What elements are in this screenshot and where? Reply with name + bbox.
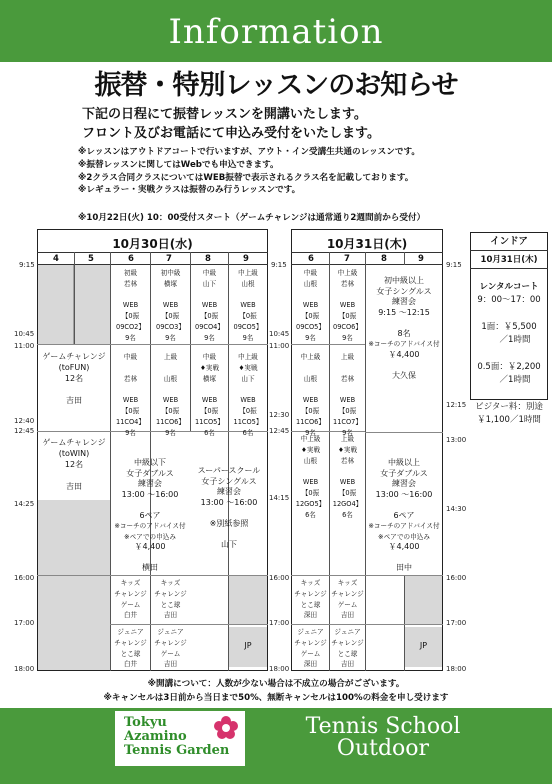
time-label: 9:15 <box>271 261 287 269</box>
text-line: WEB <box>302 301 319 310</box>
divider <box>291 264 443 265</box>
lesson-slot <box>111 352 150 438</box>
text-line: 【0振09CO5】 <box>296 312 325 331</box>
text-line <box>191 384 228 395</box>
text-line: 6名 <box>242 428 254 437</box>
text-line: 9名 <box>165 333 176 342</box>
text-line: キッズ <box>337 579 358 587</box>
day2-title: 10月31日(木) <box>326 237 408 251</box>
text-line: 山根 <box>303 279 318 288</box>
lesson-slot <box>191 268 228 344</box>
text-line: WEB <box>302 478 319 487</box>
time-label: 9:15 <box>19 261 35 269</box>
game-challenge-towin <box>38 437 110 492</box>
special-lesson-doubles <box>111 458 189 574</box>
price-half: 0.5面：￥2,200 <box>477 362 541 372</box>
time-label: 14:25 <box>14 500 35 508</box>
text-line: チャレンジ <box>154 638 187 647</box>
unavailable-slot <box>75 265 110 344</box>
text-line <box>292 363 329 374</box>
text-line: ￥4,400 <box>134 542 166 551</box>
special-lesson-singles <box>366 276 442 381</box>
text-line: 山下 <box>202 279 217 288</box>
text-line <box>292 384 329 395</box>
text-line: 9名 <box>342 333 353 342</box>
lesson-slot <box>292 268 329 344</box>
time-label: 12:45 <box>14 427 35 435</box>
text-line: ※別紙参照 <box>209 518 249 528</box>
text-line: 9名 <box>342 428 353 437</box>
text-line: WEB <box>122 301 139 310</box>
school-type: Outdoor <box>336 736 430 761</box>
text-line: チャレンジ <box>154 589 187 598</box>
text-line: 13:00 〜16:00 <box>121 489 179 499</box>
text-line: 大久保 <box>392 370 416 380</box>
rental-hours: 9：00〜17：00 <box>477 295 541 305</box>
text-line: 9名 <box>125 333 136 342</box>
text-line: 山根 <box>241 279 255 288</box>
time-label: 16:00 <box>269 574 290 582</box>
text-line: とこ球 <box>337 649 358 658</box>
text-line: 横塚 <box>163 279 178 288</box>
note: ※レッスンはアウトドアコートで行いますが、アウト・イン受講生共通のレッスンです。 <box>78 147 420 157</box>
text-line <box>330 384 365 395</box>
text-line: (toFUN) <box>58 363 90 372</box>
text-line: 吉田 <box>66 396 82 405</box>
text-line: スーパースクール <box>197 466 261 475</box>
time-label: 11:00 <box>14 342 35 350</box>
text-line: 山根 <box>303 374 318 383</box>
lesson-slot <box>111 268 150 344</box>
text-line: WEB <box>302 396 319 405</box>
time-label: 16:00 <box>446 574 467 582</box>
text-line <box>111 553 189 564</box>
text-line: ジュニア <box>117 628 144 636</box>
text-line <box>111 363 150 374</box>
text-line: 6名 <box>342 510 353 519</box>
text-line: 若林 <box>340 279 355 288</box>
text-line: ♦実戦 <box>238 363 258 372</box>
text-line <box>111 290 150 301</box>
text-line: 13:00 〜16:00 <box>375 489 433 499</box>
text-line: 若林 <box>340 456 355 465</box>
text-line: 6名 <box>204 428 215 437</box>
time-label: 14:15 <box>269 494 290 502</box>
text-line: ￥4,400 <box>388 349 420 359</box>
divider <box>37 575 268 576</box>
text-line: とこ球 <box>300 600 321 609</box>
text-line: 吉田 <box>163 660 178 669</box>
text-line: WEB <box>162 301 179 310</box>
headline: 振替・特別レッスンのお知らせ <box>94 70 458 101</box>
lesson-slot <box>330 352 365 438</box>
intro-line-2: フロント及びお電話にて申込み受付をいたします。 <box>82 126 380 141</box>
text-line: WEB <box>240 301 256 310</box>
text-line: WEB <box>122 396 139 405</box>
text-line: 練習会 <box>392 297 416 306</box>
text-line: 6ペア <box>393 510 415 520</box>
special-lesson-singles <box>191 466 267 550</box>
text-line: 【0振09CO6】 <box>333 312 362 331</box>
divider <box>110 624 268 625</box>
lesson-slot <box>330 434 365 520</box>
time-label: 17:00 <box>446 619 467 627</box>
col-header: 8 <box>205 254 211 264</box>
note: ※レギュラー・実戦クラスは振替のみ行うレッスンです。 <box>78 185 301 196</box>
time-label: 12:40 <box>14 417 35 425</box>
text-line: 9名 <box>305 428 316 437</box>
text-line: 上級 <box>340 353 355 361</box>
kids-class <box>151 578 190 621</box>
time-label: 9:15 <box>446 261 462 269</box>
text-line: 【0振11CO4】 <box>116 406 145 426</box>
text-line: チャレンジ <box>114 638 147 647</box>
divider <box>470 250 548 251</box>
junior-class <box>151 627 190 670</box>
col-header: 7 <box>166 254 172 264</box>
unavailable-slot <box>38 576 110 670</box>
text-line <box>330 466 365 477</box>
text-line: キッズ <box>160 579 181 587</box>
text-line: WEB <box>201 396 218 405</box>
time-label: 18:00 <box>446 665 467 673</box>
text-line <box>366 318 442 329</box>
col-header: 9 <box>243 254 249 264</box>
text-line: 9名 <box>242 333 254 342</box>
text-line <box>366 360 442 371</box>
text-line: 9:15 〜12:15 <box>378 307 430 317</box>
lesson-slot <box>191 352 228 438</box>
text-line: 【0振11CO6】 <box>156 406 185 426</box>
text-line: 12名 <box>64 374 84 383</box>
text-line <box>330 363 365 374</box>
unavailable-slot <box>229 576 267 624</box>
text-line: 【0振11CO5】 <box>233 406 263 426</box>
text-line: 6名 <box>305 510 316 519</box>
text-line: ジュニア <box>157 628 184 636</box>
text-line: (toWIN) <box>58 449 90 458</box>
text-line: チャレンジ <box>331 638 364 647</box>
text-line: 中級以上 <box>388 458 420 467</box>
text-line: 深田 <box>303 660 318 669</box>
text-line: 吉田 <box>66 482 82 491</box>
text-line: 中級以下 <box>134 458 166 467</box>
visitor-fee: ビジター料：別途 <box>475 402 543 412</box>
text-line: 上級 <box>163 353 178 361</box>
unavailable-slot <box>405 576 442 624</box>
text-line: 吉田 <box>340 611 355 620</box>
text-line: 【0振11CO7】 <box>333 406 362 426</box>
text-line: 横塚 <box>202 374 217 383</box>
price-half-unit: ／1時間 <box>499 375 531 385</box>
text-line: 9名 <box>125 428 136 437</box>
text-line: 上級 <box>340 435 355 443</box>
text-line: WEB <box>240 396 256 405</box>
logo-line: Tokyu <box>124 715 167 730</box>
logo <box>115 711 245 766</box>
text-line: 【0振09CO3】 <box>156 312 185 331</box>
junior-class <box>330 627 365 670</box>
text-line: 【0振11CO6】 <box>296 406 325 426</box>
lesson-slot <box>151 268 190 344</box>
kids-class <box>111 578 150 621</box>
text-line: 横田 <box>142 563 158 572</box>
text-line: 6ペア <box>139 510 161 520</box>
text-line: ※コーチのアドバイス付 <box>368 340 440 348</box>
text-line: ジュニア <box>334 628 361 636</box>
text-line: ※コーチのアドバイス付 <box>368 522 440 530</box>
text-line: チャレンジ <box>331 589 364 598</box>
text-line: ♦実戦 <box>337 445 358 454</box>
time-label: 18:00 <box>269 665 290 673</box>
logo-line: Azamino <box>124 729 187 744</box>
kids-class <box>330 578 365 621</box>
text-line: 白井 <box>123 611 138 620</box>
text-line: 8名 <box>397 328 411 338</box>
indoor-date: 10月31日(木) <box>480 255 538 265</box>
intro-line-1: 下記の日程にて振替レッスンを開講いたします。 <box>82 107 367 122</box>
time-label: 13:00 <box>446 436 467 444</box>
text-line <box>229 290 267 301</box>
text-line: ジュニア <box>297 628 324 636</box>
reception-notice: ※10月22日(火) 10：00受付スタート（ゲームチャレンジは通常通り2週間前から受付） <box>78 213 426 223</box>
lesson-slot <box>330 268 365 344</box>
text-line: 13:00 〜16:00 <box>200 497 258 507</box>
unavailable-slot <box>38 500 110 575</box>
text-line: 吉田 <box>163 611 178 620</box>
text-line: ゲーム <box>300 649 321 658</box>
text-line: とこ球 <box>160 600 181 609</box>
text-line <box>191 508 267 519</box>
text-line: 9名 <box>165 428 176 437</box>
time-label: 18:00 <box>14 665 35 673</box>
text-line: とこ球 <box>120 649 141 658</box>
junior-class <box>292 627 329 670</box>
text-line: 【0振09CO4】 <box>195 312 224 331</box>
text-line <box>191 529 267 540</box>
text-line <box>229 384 267 395</box>
text-line: ♦実戦 <box>300 445 321 454</box>
kids-class <box>292 578 329 621</box>
text-line: WEB <box>339 396 356 405</box>
text-line: 練習会 <box>217 487 241 496</box>
text-line: チャレンジ <box>294 589 327 598</box>
price-full-unit: ／1時間 <box>499 335 531 345</box>
time-label: 16:00 <box>14 574 35 582</box>
text-line <box>38 470 110 481</box>
text-line: 中上級 <box>300 435 321 443</box>
divider <box>37 344 268 345</box>
text-line: 女子ダブルス <box>126 468 174 478</box>
text-line: 女子シングルス <box>376 286 432 296</box>
logo-line: Tennis Garden <box>124 743 230 758</box>
text-line: キッズ <box>120 579 141 587</box>
lesson-slot <box>151 352 190 438</box>
visitor-fee-amount: ￥1,100／1時間 <box>477 415 541 425</box>
text-line: ゲームチャレンジ <box>42 438 106 447</box>
text-line: 若林 <box>340 374 355 383</box>
text-line: 練習会 <box>392 479 416 488</box>
col-header: 6 <box>128 254 134 264</box>
text-line: ※コーチのアドバイス付 <box>114 522 186 530</box>
text-line: 初中級 <box>160 269 181 277</box>
text-line: 【0振09CO2】 <box>116 312 145 331</box>
notes <box>78 146 420 197</box>
divider <box>291 252 443 253</box>
text-line: WEB <box>201 301 218 310</box>
text-line: 中上級 <box>238 353 258 361</box>
lesson-slot <box>229 352 267 438</box>
time-label: 14:30 <box>446 505 467 513</box>
time-label: 11:00 <box>269 342 290 350</box>
text-line: 若林 <box>123 279 138 288</box>
text-line: 田中 <box>396 563 412 572</box>
header-bar <box>0 0 552 62</box>
price-full: 1面：￥5,500 <box>481 322 537 332</box>
text-line: WEB <box>162 396 179 405</box>
text-line <box>111 500 189 511</box>
text-line: 中級 <box>123 353 138 361</box>
text-line: WEB <box>339 478 356 487</box>
footer-note-1: ※開講について：人数が少ない場合は不成立の場合がございます。 <box>147 679 405 689</box>
text-line: 初中級以上 <box>384 276 424 285</box>
text-line: 吉田 <box>340 660 355 669</box>
text-line <box>292 290 329 301</box>
text-line: チャレンジ <box>294 638 327 647</box>
lesson-slot <box>292 352 329 438</box>
time-label: 17:00 <box>14 619 35 627</box>
text-line: 山根 <box>303 456 318 465</box>
text-line: ♦実戦 <box>199 363 220 372</box>
text-line: チャレンジ <box>114 589 147 598</box>
text-line: 中級 <box>202 353 217 361</box>
text-line: 女子ダブルス <box>380 468 428 478</box>
note: ※振替レッスンに関してはWebでも申込できます。 <box>78 159 279 170</box>
text-line: 山下 <box>221 539 237 549</box>
text-line: キッズ <box>300 579 321 587</box>
divider <box>291 575 443 576</box>
junior-class <box>111 627 150 670</box>
text-line <box>366 553 442 564</box>
divider <box>37 252 268 253</box>
indoor-title: インドア <box>490 236 528 247</box>
text-line: ゲーム <box>337 600 358 609</box>
text-line <box>151 363 190 374</box>
rental-court: レンタルコート <box>479 282 539 292</box>
text-line: 【0振11CO5】 <box>195 406 224 426</box>
text-line <box>38 384 110 395</box>
text-line: 【0振12GO4】 <box>332 488 363 508</box>
text-line: 女子シングルス <box>201 476 257 486</box>
diagonal-mark <box>38 265 74 344</box>
jp-class: JP <box>405 627 442 667</box>
col-header: 5 <box>88 254 94 264</box>
text-line: WEB <box>339 301 356 310</box>
text-line: 中上級 <box>300 353 321 361</box>
text-line <box>366 500 442 511</box>
text-line <box>151 384 190 395</box>
text-line: 深田 <box>303 611 318 620</box>
jp-class: JP <box>229 627 267 667</box>
divider <box>365 432 443 433</box>
text-line: 【0振12GO5】 <box>295 488 326 508</box>
text-line: 山根 <box>163 374 178 383</box>
text-line: 中級 <box>202 269 217 277</box>
school-name: Tennis School <box>305 714 461 739</box>
text-line: 初級 <box>123 269 138 277</box>
time-label: 17:00 <box>269 619 290 627</box>
text-line: ￥4,400 <box>388 542 420 551</box>
text-line: 9名 <box>204 333 215 342</box>
divider <box>291 344 365 345</box>
text-line <box>191 290 228 301</box>
text-line: ゲーム <box>120 600 141 609</box>
lesson-slot <box>292 434 329 520</box>
lesson-slot <box>229 268 267 344</box>
time-label: 12:45 <box>269 427 290 435</box>
text-line <box>292 466 329 477</box>
text-line: ※ペアでの申込み <box>124 532 176 541</box>
text-line <box>111 384 150 395</box>
special-lesson-doubles <box>366 458 442 574</box>
time-label: 12:15 <box>446 401 467 409</box>
text-line: 中上級 <box>337 269 358 277</box>
game-challenge-tofun <box>38 351 110 406</box>
day1-title: 10月30日(水) <box>112 237 193 251</box>
text-line <box>330 290 365 301</box>
col-header: 8 <box>381 254 387 264</box>
text-line: 白井 <box>123 660 138 669</box>
text-line <box>151 290 190 301</box>
text-line: 12名 <box>64 460 84 469</box>
text-line: 中上級 <box>238 269 258 277</box>
text-line: 中級 <box>303 269 318 277</box>
col-header: 9 <box>418 254 424 264</box>
flower-icon <box>212 714 240 742</box>
text-line: ※ペアでの申込み <box>378 532 430 541</box>
col-header: 6 <box>308 254 314 264</box>
text-line: 練習会 <box>138 479 162 488</box>
footer-note-2: ※キャンセルは3日前から当日まで50%、無断キャンセルは100%の料金を申し受けます <box>103 693 449 703</box>
page-title: Information <box>168 12 384 52</box>
time-label: 12:30 <box>269 411 290 419</box>
col-header: 7 <box>344 254 350 264</box>
time-label: 10:45 <box>269 330 290 338</box>
divider <box>470 268 548 269</box>
text-line: 若林 <box>123 374 138 383</box>
note: ※2クラス合同クラスについてはWEB振替で表示されるクラス名を記載しております。 <box>78 172 414 183</box>
text-line: 9名 <box>305 333 316 342</box>
text-line: ゲームチャレンジ <box>42 352 106 361</box>
text-line: 【0振09CO5】 <box>233 312 263 331</box>
divider <box>291 624 443 625</box>
col-header: 4 <box>53 254 59 264</box>
divider <box>404 252 405 265</box>
time-label: 10:45 <box>14 330 35 338</box>
text-line: ゲーム <box>160 649 181 658</box>
text-line: 山下 <box>241 374 255 383</box>
